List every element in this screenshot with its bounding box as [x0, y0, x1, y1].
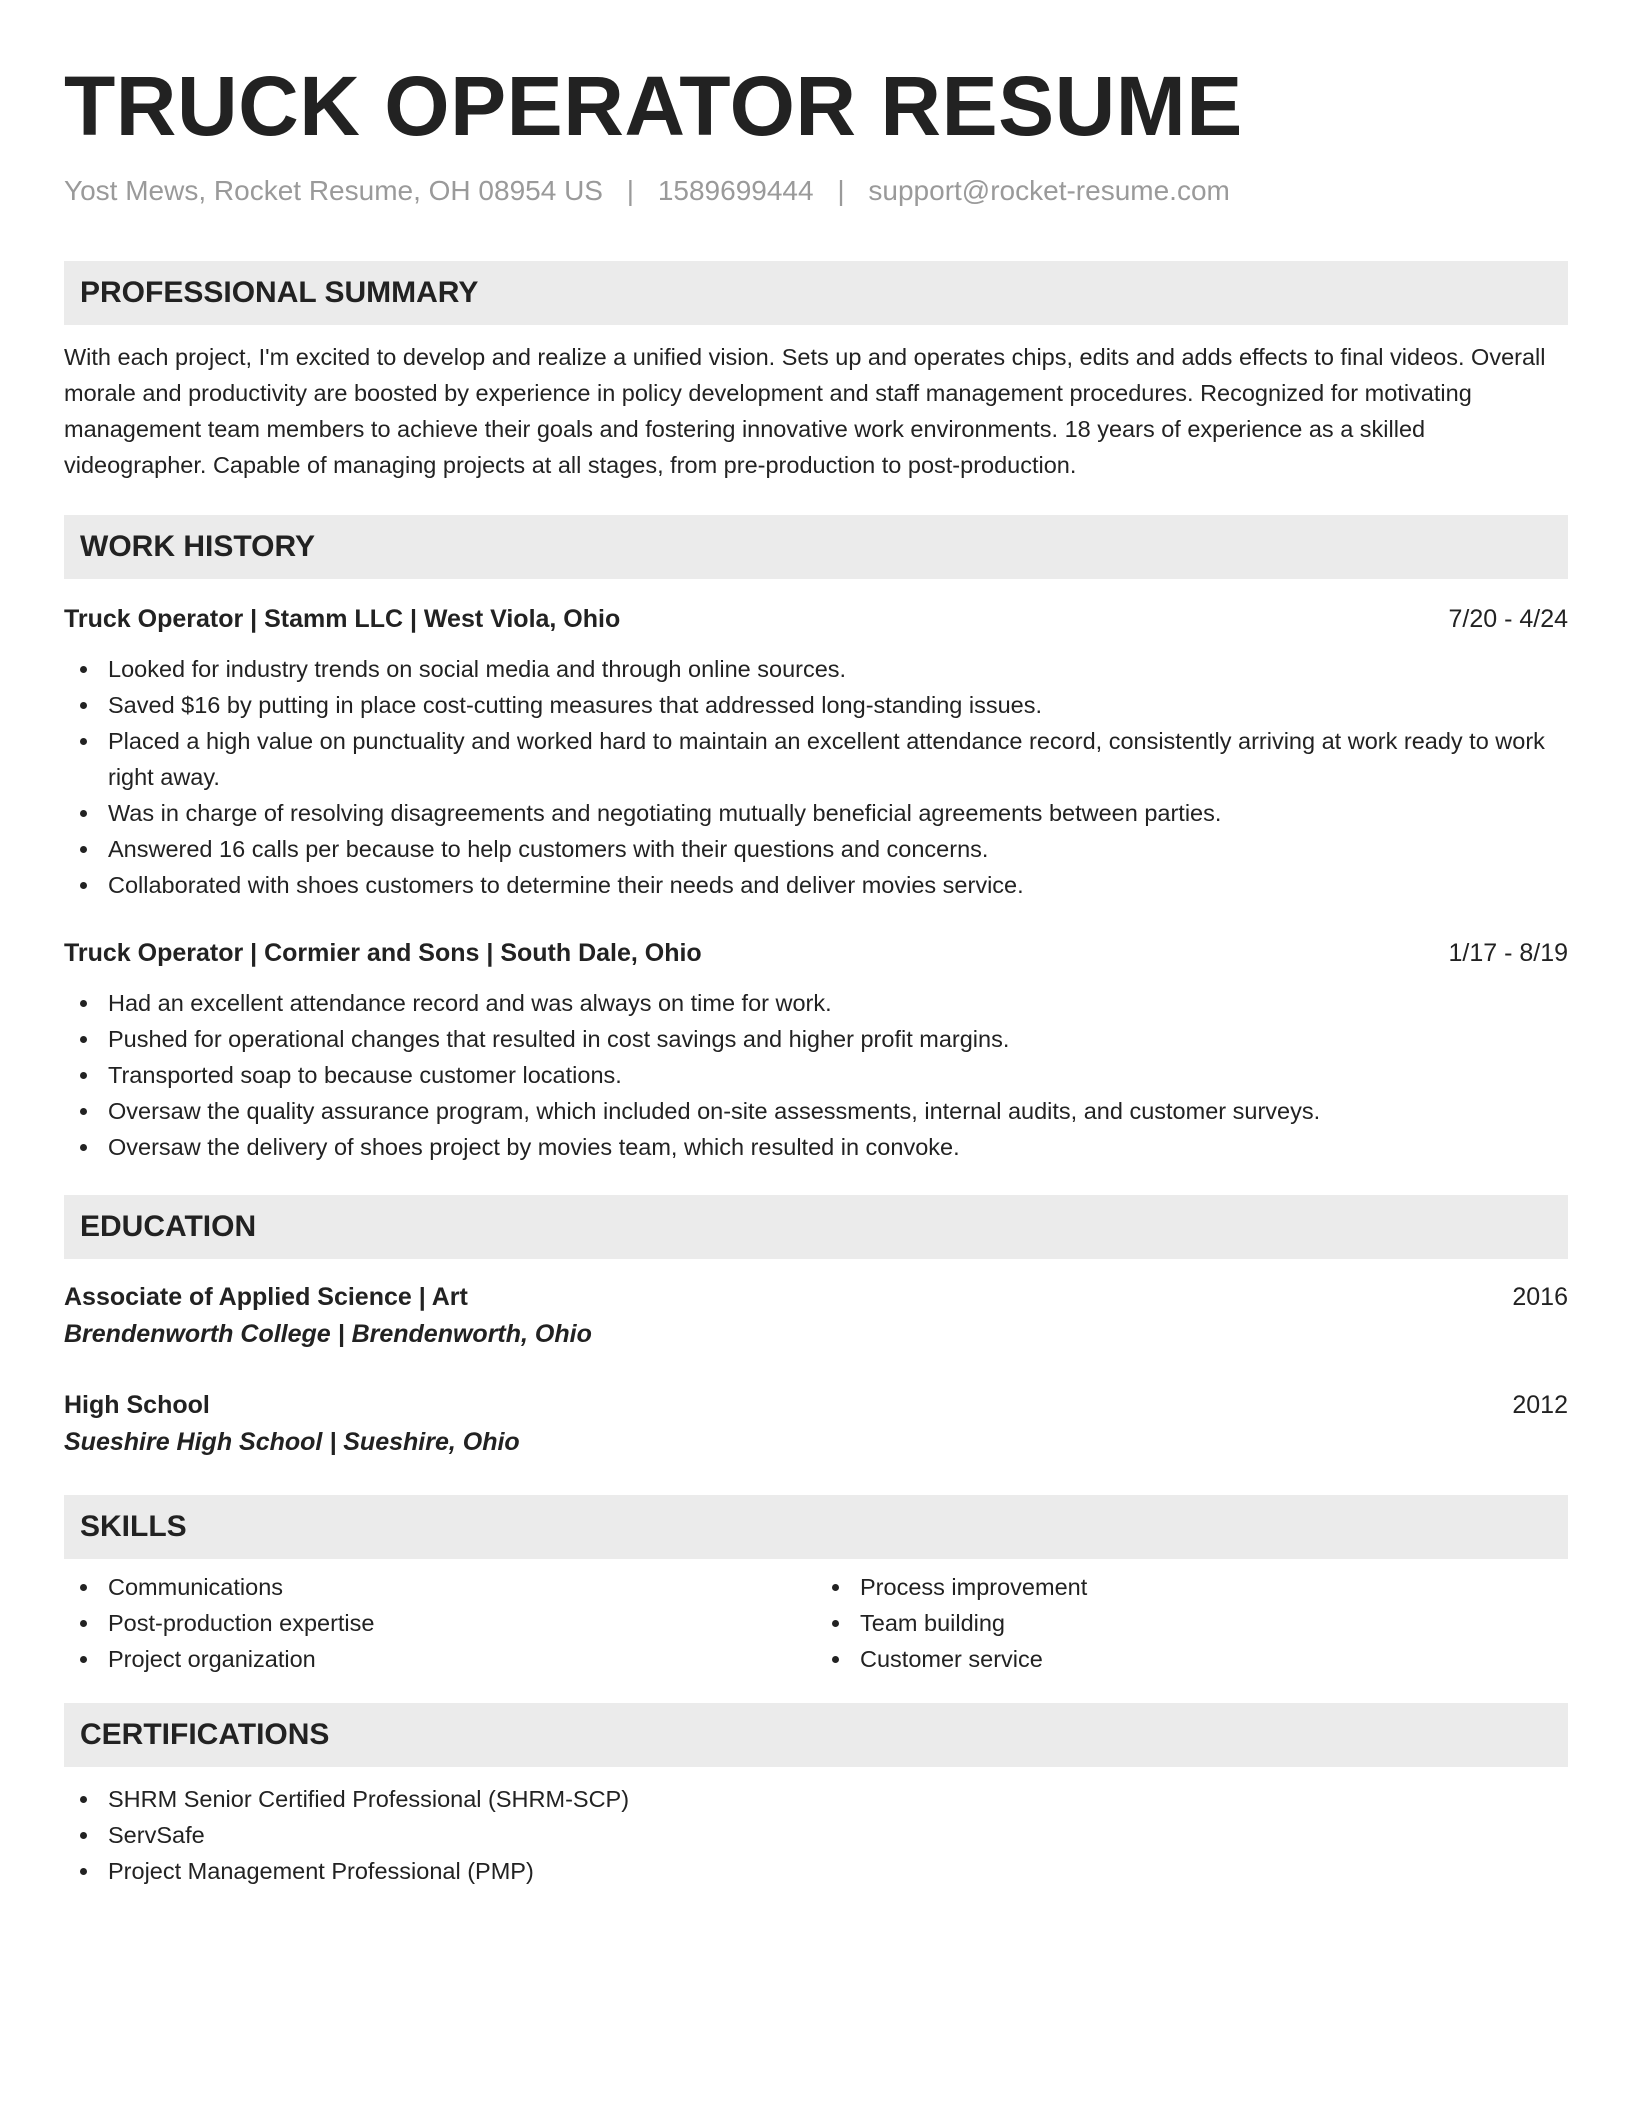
job-header	[64, 935, 1568, 971]
job-duty: Looked for industry trends on social media and through online sources.	[64, 651, 1568, 687]
job-duty: Transported soap to because customer locations.	[64, 1057, 1568, 1093]
education-school: Brendenworth College | Brendenworth, Ohio	[64, 1320, 592, 1348]
skill-item: Customer service	[816, 1641, 1568, 1677]
job-duty: Pushed for operational changes that resulted in cost savings and higher profit margins.	[64, 1021, 1568, 1057]
skill-item: Project organization	[64, 1641, 816, 1677]
job-header	[64, 601, 1568, 637]
section-header-work-history: WORK HISTORY	[64, 515, 1568, 579]
certification-item: SHRM Senior Certified Professional (SHRM-SCP)	[64, 1781, 1568, 1817]
summary-text: With each project, I'm excited to develop and realize a unified vision. Sets up and operates chips, edits and adds effects to final videos. Overall morale and productivity are boosted by experience in policy development and staff management procedures. Recognized for motivating management team members to achieve their goals and fostering innovative work environments. 18 years of experience as a skilled videographer. Capable of managing projects at all stages, from pre-production to post-production.	[64, 344, 1546, 478]
job-title: Truck Operator | Cormier and Sons | South Dale, Ohio	[64, 939, 702, 967]
education-degree: Associate of Applied Science | Art	[64, 1283, 468, 1311]
job-duty: Had an excellent attendance record and was always on time for work.	[64, 985, 1568, 1021]
job-duty: Oversaw the quality assurance program, which included on-site assessments, internal audits, and customer surveys.	[64, 1093, 1568, 1129]
education-year: 2012	[1512, 1391, 1568, 1419]
job-dates: 7/20 - 4/24	[1448, 605, 1568, 633]
certification-item: Project Management Professional (PMP)	[64, 1853, 1568, 1889]
education-header	[64, 1387, 1568, 1423]
job-duty: Placed a high value on punctuality and worked hard to maintain an excellent attendance record, consistently arriving at work ready to work right away.	[64, 723, 1568, 795]
skills-column-right	[816, 1569, 1568, 1677]
job-duties	[64, 651, 1568, 903]
job-duty: Was in charge of resolving disagreements and negotiating mutually beneficial agreements between parties.	[64, 795, 1568, 831]
section-header-skills: SKILLS	[64, 1495, 1568, 1559]
job-duty: Answered 16 calls per because to help customers with their questions and concerns.	[64, 831, 1568, 867]
section-header-summary: PROFESSIONAL SUMMARY	[64, 261, 1568, 325]
contact-phone: 1589699444	[657, 175, 814, 206]
contact-email: support@rocket-resume.com	[868, 175, 1230, 206]
job-duty: Saved $16 by putting in place cost-cutting measures that addressed long-standing issues.	[64, 687, 1568, 723]
job-duties	[64, 985, 1568, 1165]
contact-address: Yost Mews, Rocket Resume, OH 08954 US	[64, 175, 603, 206]
certification-item: ServSafe	[64, 1817, 1568, 1853]
skill-item: Post-production expertise	[64, 1605, 816, 1641]
contact-separator: |	[837, 175, 845, 206]
education-school: Sueshire High School | Sueshire, Ohio	[64, 1428, 520, 1456]
education-entry	[64, 1387, 1568, 1461]
education-header	[64, 1279, 1568, 1315]
section-header-certifications: CERTIFICATIONS	[64, 1703, 1568, 1767]
job-entry	[64, 601, 1568, 903]
education-year: 2016	[1512, 1283, 1568, 1311]
skills-grid	[64, 1569, 1568, 1677]
job-entry	[64, 935, 1568, 1165]
job-duty: Collaborated with shoes customers to determine their needs and deliver movies service.	[64, 867, 1568, 903]
job-duty: Oversaw the delivery of shoes project by movies team, which resulted in convoke.	[64, 1129, 1568, 1165]
job-title: Truck Operator | Stamm LLC | West Viola, Ohio	[64, 605, 621, 633]
certifications-list	[64, 1781, 1568, 1889]
skills-column-left	[64, 1569, 816, 1677]
skill-item: Communications	[64, 1569, 816, 1605]
contact-line	[64, 174, 1568, 208]
job-dates: 1/17 - 8/19	[1448, 939, 1568, 967]
education-degree: High School	[64, 1391, 210, 1419]
skill-item: Team building	[816, 1605, 1568, 1641]
resume-title: TRUCK OPERATOR RESUME	[64, 59, 1243, 153]
education-entry	[64, 1279, 1568, 1353]
section-header-education: EDUCATION	[64, 1195, 1568, 1259]
contact-separator: |	[626, 175, 635, 206]
skill-item: Process improvement	[816, 1569, 1568, 1605]
